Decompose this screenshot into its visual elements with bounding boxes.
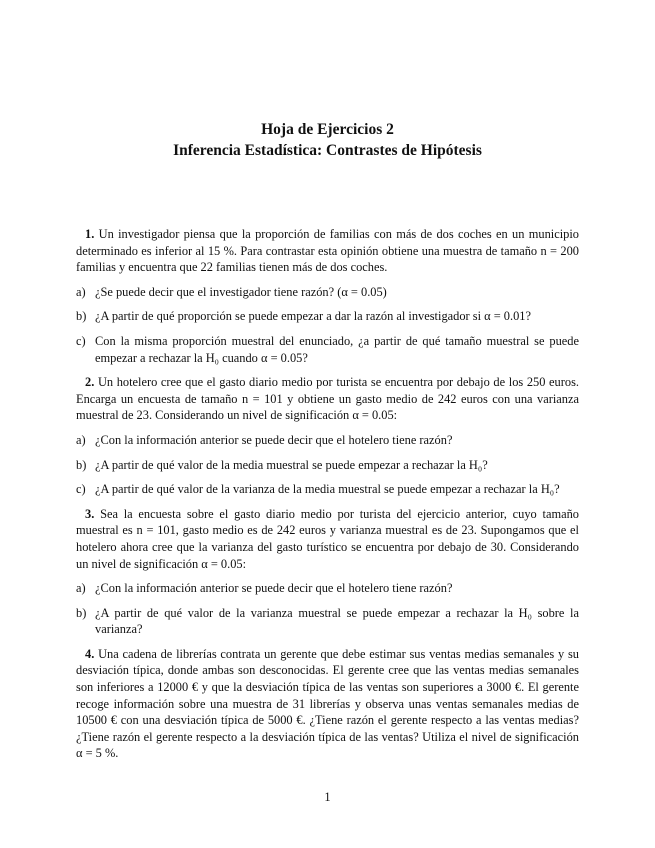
- question-label: c): [76, 482, 86, 497]
- exercise-question: [76, 284, 579, 301]
- question-label: b): [76, 605, 87, 620]
- exercise-question: [76, 605, 579, 638]
- question-text: ¿A partir de qué proporción se puede empezar a dar la razón al investigador si α = 0.01?: [95, 309, 531, 324]
- exercise-question: [76, 333, 579, 366]
- exercise-3: [76, 506, 579, 638]
- exercise-2: [76, 374, 579, 498]
- question-label: b): [76, 309, 87, 324]
- exercise-number: 4.: [85, 646, 95, 661]
- exercise-question: [76, 457, 579, 474]
- exercise-statement: [76, 646, 579, 762]
- title-block: [0, 119, 655, 161]
- exercise-question: [76, 432, 579, 449]
- question-label: b): [76, 457, 87, 472]
- question-label: a): [76, 581, 86, 596]
- exercise-statement: [76, 374, 579, 424]
- exercise-text: Sea la encuesta sobre el gasto diario medio por turista del ejercicio anterior, cuyo tamaño muestral es n = 101, gasto medio es de 242 euros y varianza muestral es de 23. Supongamos que el hotelero ahora cree que la varianza del gasto turístico se encuentra por debajo de 30. Considerando un nivel de significación α = 0.05:: [76, 506, 579, 571]
- exercise-text: Un hotelero cree que el gasto diario medio por turista se encuentra por debajo de los 250 euros. Encarga un encuesta de tamaño n = 101 y obtiene un gasto medio de 242 euros con una varianza muestral de 23. Considerando un nivel de significación α = 0.05:: [76, 375, 579, 423]
- exercise-number: 3.: [85, 506, 95, 521]
- page-number: 1: [324, 790, 331, 804]
- exercise-question: [76, 580, 579, 597]
- question-label: c): [76, 333, 86, 348]
- exercise-number: 2.: [85, 375, 95, 390]
- exercise-list: [76, 226, 579, 770]
- page-subtitle: Inferencia Estadística: Contrastes de Hipótesis: [173, 142, 482, 159]
- exercise-text: Un investigador piensa que la proporción de familias con más de dos coches en un municipio determinado es inferior al 15 %. Para contrastar esta opinión obtiene una muestra de tamaño n = 200 familias y encuentra que 22 familias tienen más de dos coches.: [76, 227, 579, 275]
- question-text: ¿Con la información anterior se puede decir que el hotelero tiene razón?: [95, 581, 453, 596]
- question-text: ¿A partir de qué valor de la media muestral se puede empezar a rechazar la H₀?: [95, 457, 488, 472]
- exercise-1: [76, 226, 579, 366]
- question-text: Con la misma proporción muestral del enunciado, ¿a partir de qué tamaño muestral se puede empezar a rechazar la H₀ cuando α = 0.05?: [95, 333, 579, 365]
- page-title: Hoja de Ejercicios 2: [261, 121, 394, 138]
- exercise-number: 1.: [85, 227, 95, 241]
- question-text: ¿Se puede decir que el investigador tiene razón? (α = 0.05): [95, 284, 387, 299]
- question-label: a): [76, 432, 86, 447]
- exercise-4: [76, 646, 579, 762]
- question-label: a): [76, 284, 86, 299]
- question-text: ¿Con la información anterior se puede decir que el hotelero tiene razón?: [95, 432, 453, 447]
- exercise-text: Una cadena de librerías contrata un gerente que debe estimar sus ventas medias semanales y su desviación típica, donde ambas son desconocidas. El gerente cree que las ventas medias semanales son inferiores a 12000 € y que la desviación típica de las ventas son superiores a 3000 €. El gerente recoge información sobre una muestra de 31 librerías y observa unas ventas semanales medias de 10500 € con una desviación típica de 5000 €. ¿Tiene razón el gerente respecto a las ventas medias? ¿Tiene razón el gerente respecto a la desviación típica de las ventas? Utiliza el nivel de significación α = 5 %.: [76, 646, 579, 761]
- exercise-question: [76, 308, 579, 325]
- question-text: ¿A partir de qué valor de la varianza de la media muestral se puede empezar a rechazar la H₀?: [95, 482, 560, 497]
- exercise-statement: [76, 226, 579, 276]
- exercise-question: [76, 481, 579, 498]
- exercise-statement: [76, 506, 579, 572]
- question-text: ¿A partir de qué valor de la varianza muestral se puede empezar a rechazar la H₀ sobre la varianza?: [95, 605, 579, 637]
